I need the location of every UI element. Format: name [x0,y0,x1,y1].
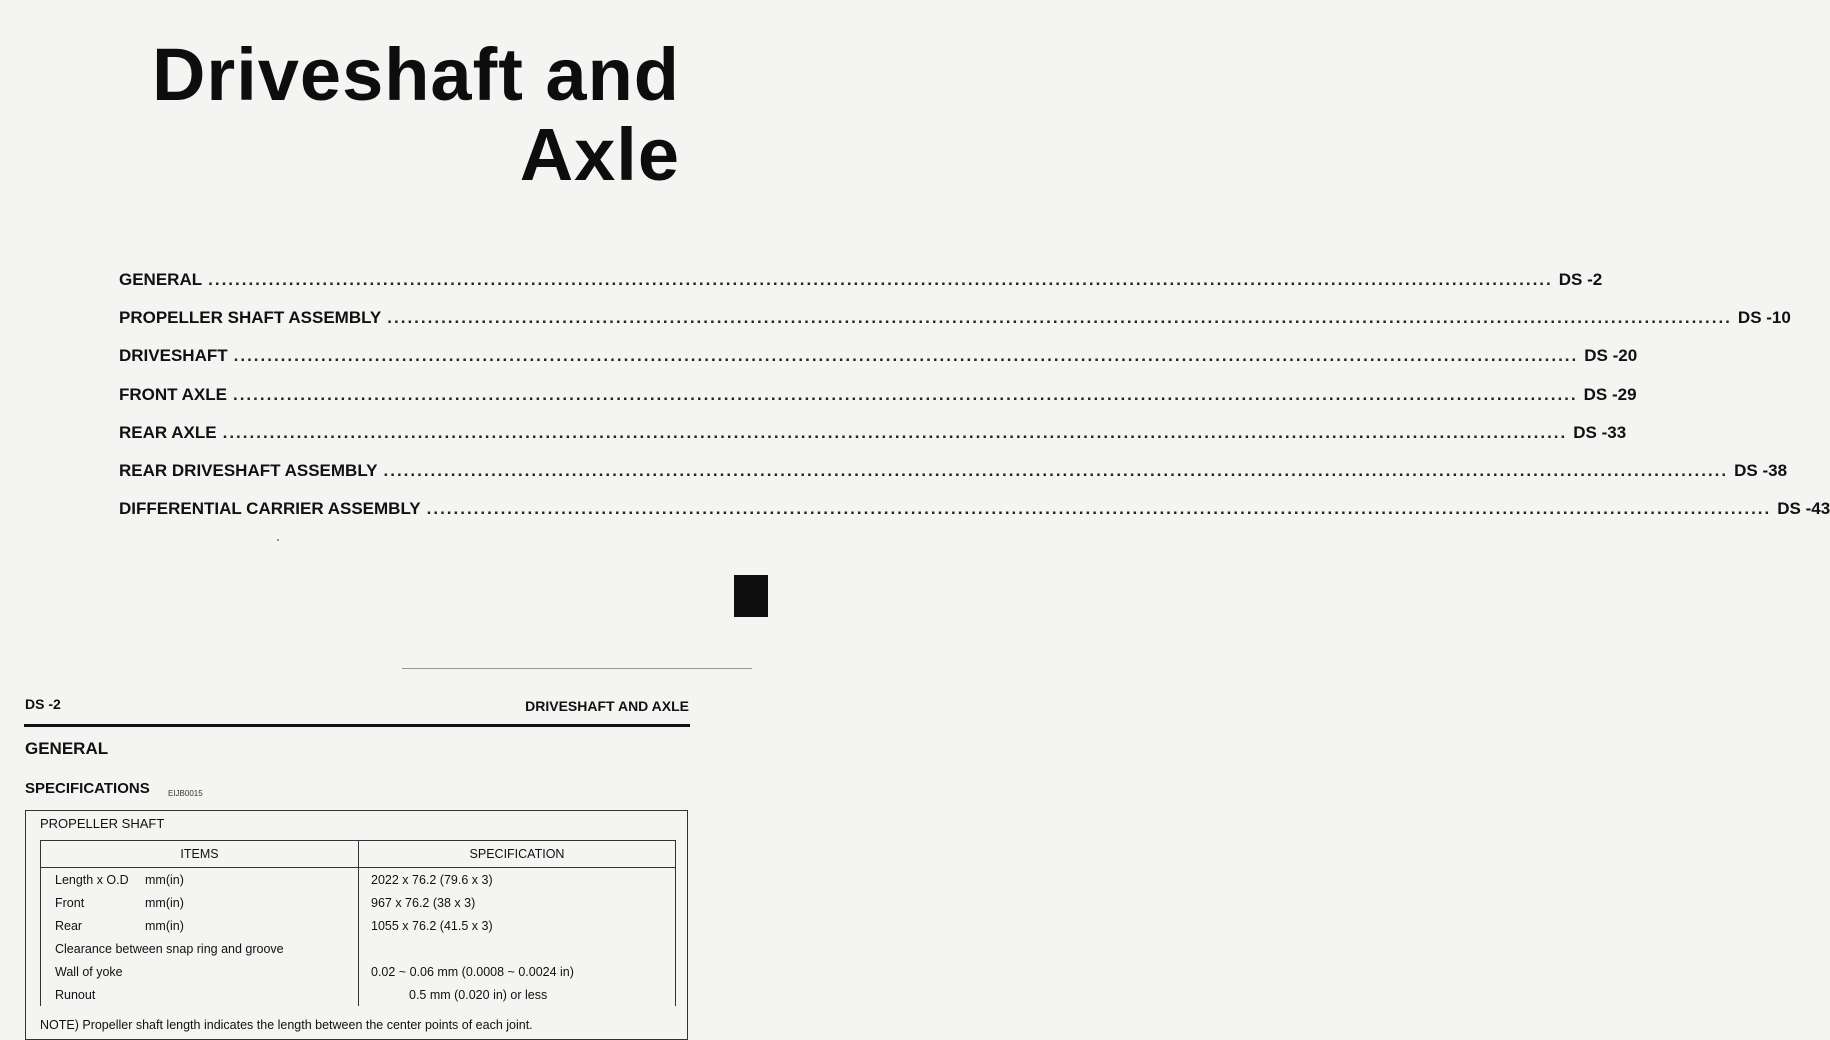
scan-speck [277,539,279,541]
toc-page-ref: DS -2 [1558,270,1603,289]
table-header-row [41,841,676,868]
toc-label: REAR AXLE [119,422,217,442]
spec-cell: 2022 x 76.2 (79.6 x 3) [359,868,676,892]
item-cell [41,914,359,937]
toc-entry-rear-driveshaft-assembly[interactable] [119,460,1788,499]
chapter-title-line-1: Driveshaft and [151,33,680,116]
subsection-title: SPECIFICATIONS [25,780,150,797]
chapter-thumb-tab [734,575,768,617]
table-row [41,937,676,960]
spec-cell: 0.5 mm (0.020 in) or less [359,983,676,1006]
toc-leader-dots: ........................................................................................................................................................................................................ [232,384,1578,404]
header-rule [24,724,690,727]
toc-page-ref: DS -10 [1737,308,1791,328]
toc-entry-general[interactable] [119,270,1603,308]
toc-label: DIFFERENTIAL CARRIER ASSEMBLY [119,499,421,519]
table-row [41,891,676,914]
table-row [41,868,676,892]
spec-cell: 1055 x 76.2 (41.5 x 3) [359,914,676,937]
toc-entry-propeller-shaft-assembly[interactable] [119,308,1791,346]
item-unit: mm(in) [145,895,184,910]
toc-leader-dots: ........................................................................................................................................................................................................ [383,460,1729,480]
toc-page-ref: DS -38 [1734,460,1788,480]
toc-page-ref: DS -33 [1573,422,1627,442]
toc-page-ref: DS -20 [1584,346,1638,366]
spec-cell: 0.02 ~ 0.06 mm (0.0008 ~ 0.0024 in) [359,960,676,983]
toc-label: PROPELLER SHAFT ASSEMBLY [119,308,382,328]
chapter-title [151,33,680,196]
running-title: DRIVESHAFT AND AXLE [525,698,689,714]
page-number: DS -2 [25,696,61,712]
table-of-contents [119,270,1830,537]
item-cell: Clearance between snap ring and groove [41,937,359,960]
toc-entry-differential-carrier-assembly[interactable] [119,499,1830,537]
item-unit: mm(in) [145,872,184,887]
item-name: Rear [55,918,83,933]
toc-label: DRIVESHAFT [119,346,228,366]
propeller-shaft-spec-box [25,810,688,1040]
column-header-specification: SPECIFICATION [359,841,676,868]
spec-cell: 967 x 76.2 (38 x 3) [359,891,676,914]
item-name: Length x O.D [55,872,129,887]
toc-entry-driveshaft[interactable] [119,346,1638,384]
toc-leader-dots: ........................................................................................................................................................................................................ [222,422,1568,442]
page-separator-line [402,668,752,669]
toc-page-ref: DS -43 [1777,499,1830,519]
spec-box-title: PROPELLER SHAFT [40,816,165,831]
item-cell [41,891,359,914]
section-title: GENERAL [25,739,109,758]
toc-leader-dots: ........................................................................................................................................................................................................ [387,308,1732,328]
table-row [41,983,676,1006]
toc-label: REAR DRIVESHAFT ASSEMBLY [119,460,378,480]
toc-entry-rear-axle[interactable] [119,422,1627,461]
running-header [25,696,689,714]
spec-cell [359,937,676,960]
spec-table [40,840,676,1006]
toc-entry-front-axle[interactable] [119,384,1637,423]
reference-code: EIJB0015 [168,789,203,798]
toc-leader-dots: ........................................................................................................................................................................................................ [426,499,1772,519]
table-row [41,960,676,983]
toc-leader-dots: ........................................................................................................................................................................................................ [233,346,1579,366]
column-header-items: ITEMS [41,841,359,868]
toc-page-ref: DS -29 [1583,384,1637,404]
item-name: Front [55,895,85,910]
item-cell [41,868,359,892]
toc-leader-dots: ........................................................................................................................................................................................................ [208,270,1553,289]
toc-label: GENERAL [119,270,203,289]
footnote: NOTE) Propeller shaft length indicates the length between the center points of each joint. [40,1018,533,1032]
chapter-title-line-2: Axle [519,113,680,196]
item-cell: Wall of yoke [41,960,359,983]
item-cell: Runout [41,983,359,1006]
item-unit: mm(in) [145,918,184,933]
toc-label: FRONT AXLE [119,384,227,404]
table-row [41,914,676,937]
